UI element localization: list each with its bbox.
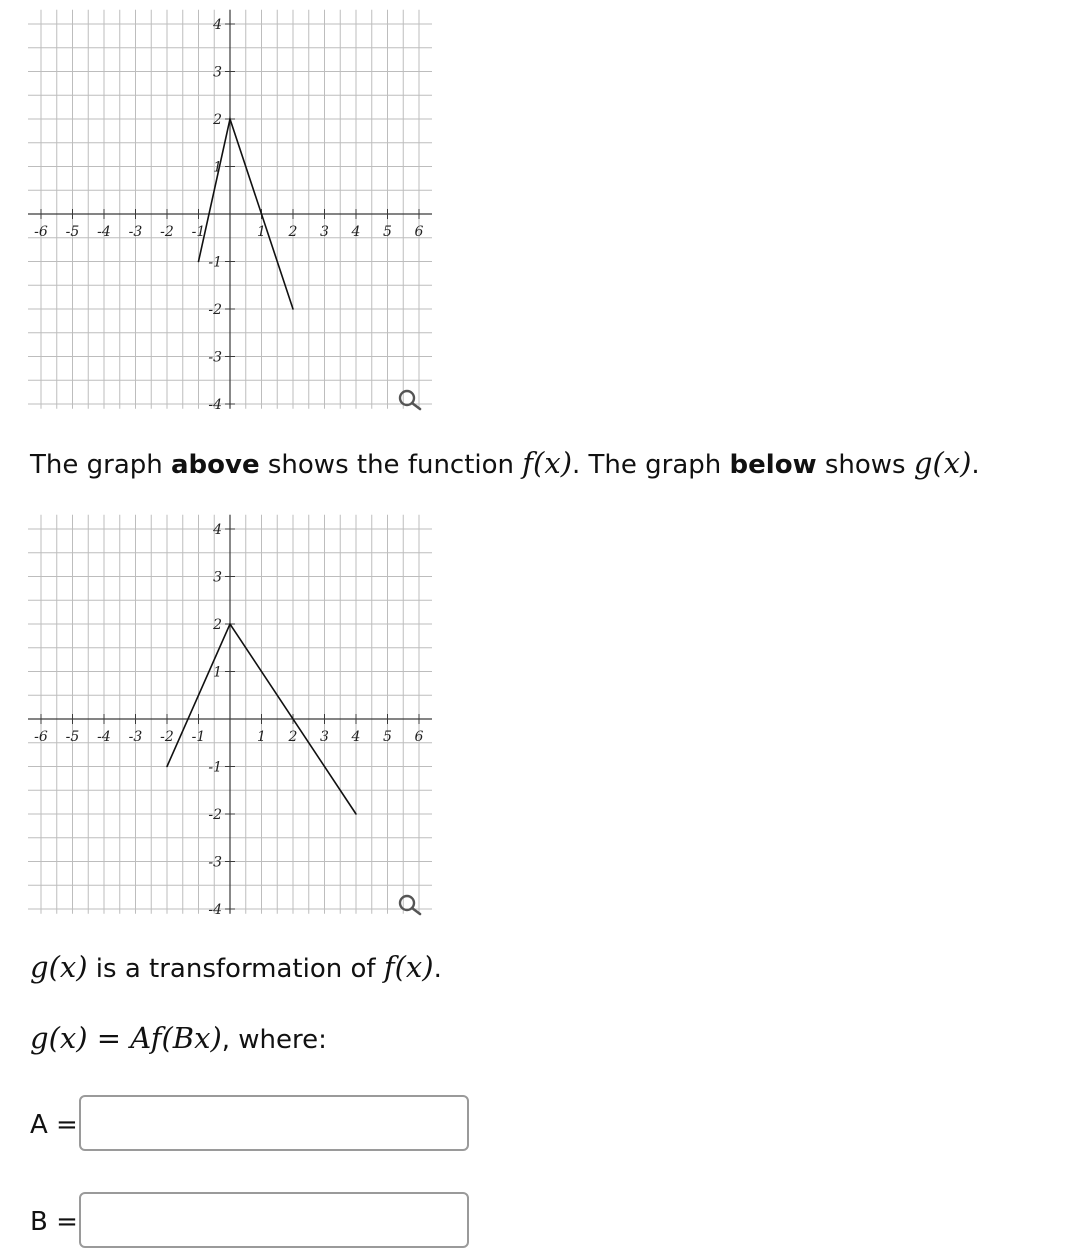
math-g-of-x: g(x) (913, 446, 972, 480)
formula-lhs: g(x) (30, 1021, 88, 1055)
y-tick-label: 3 (213, 64, 222, 81)
description-text (30, 447, 980, 481)
desc-below: below (729, 450, 817, 480)
label-a: A = (30, 1110, 78, 1140)
x-tick-label: -4 (97, 729, 111, 745)
math-f-of-x: f(x) (522, 446, 573, 480)
x-tick-label: 5 (383, 224, 392, 240)
math-g-of-x: g(x) (30, 950, 88, 984)
graph-f (0, 5, 440, 425)
desc-part-4: shows (816, 450, 914, 480)
x-tick-label: -3 (128, 224, 143, 240)
function-point (198, 261, 200, 263)
y-tick-label: 1 (213, 159, 222, 176)
y-tick-label: -4 (208, 902, 222, 918)
y-tick-label: -2 (208, 807, 222, 823)
y-tick-label: -1 (208, 254, 222, 271)
transformation-text (30, 951, 442, 985)
function-point (229, 623, 231, 625)
graph-g (0, 510, 440, 930)
desc-part-2: shows the function (259, 450, 523, 480)
x-tick-label: 3 (320, 224, 329, 240)
x-tick-label: 2 (288, 224, 298, 240)
formula-rhs: Af(Bx) (130, 1021, 222, 1055)
y-tick-label: 3 (213, 569, 222, 586)
y-tick-label: 4 (213, 17, 222, 33)
x-tick-label: -5 (65, 729, 80, 745)
function-point (292, 308, 294, 310)
y-tick-label: 4 (213, 522, 222, 538)
x-tick-label: -2 (160, 729, 174, 745)
y-tick-label: -2 (208, 302, 222, 318)
formula-tail: , where: (221, 1025, 327, 1055)
x-tick-label: 1 (257, 729, 266, 745)
x-tick-label: 1 (257, 224, 266, 240)
x-tick-label: -4 (97, 224, 111, 240)
x-tick-label: -1 (191, 224, 206, 240)
graph-f-svg (0, 5, 440, 425)
x-tick-label: 4 (351, 729, 361, 745)
graph-g-svg (0, 510, 440, 930)
y-tick-label: 1 (213, 664, 222, 681)
function-point (355, 813, 357, 815)
desc-part-5: . (971, 450, 980, 480)
x-tick-label: 4 (351, 224, 361, 240)
x-tick-label: -1 (191, 729, 206, 745)
x-tick-label: 6 (414, 729, 424, 745)
desc-above: above (171, 450, 260, 480)
y-tick-label: 2 (213, 617, 222, 633)
y-tick-label: -3 (208, 349, 222, 366)
function-point (166, 766, 168, 768)
input-b[interactable] (79, 1192, 469, 1248)
x-tick-label: 5 (383, 729, 392, 745)
formula-equals: = (87, 1021, 131, 1055)
y-tick-label: -1 (208, 759, 222, 776)
x-tick-label: -6 (34, 729, 48, 745)
desc-part-3: . The graph (572, 450, 730, 480)
desc-part-1: The graph (30, 450, 171, 480)
x-tick-label: -5 (65, 224, 80, 240)
transform-part-1: is a transformation of (87, 954, 384, 984)
x-tick-label: -3 (128, 729, 143, 745)
y-tick-label: -3 (208, 854, 222, 871)
x-tick-label: -6 (34, 224, 48, 240)
formula-text (30, 1022, 327, 1056)
math-f-of-x: f(x) (383, 950, 434, 984)
y-tick-label: -4 (208, 397, 222, 413)
transform-part-2: . (433, 954, 442, 984)
x-tick-label: 2 (288, 729, 298, 745)
label-b: B = (30, 1207, 78, 1237)
x-tick-label: 6 (414, 224, 424, 240)
function-point (229, 118, 231, 120)
x-tick-label: 3 (320, 729, 329, 745)
input-a[interactable] (79, 1095, 469, 1151)
x-tick-label: -2 (160, 224, 174, 240)
y-tick-label: 2 (213, 112, 222, 128)
